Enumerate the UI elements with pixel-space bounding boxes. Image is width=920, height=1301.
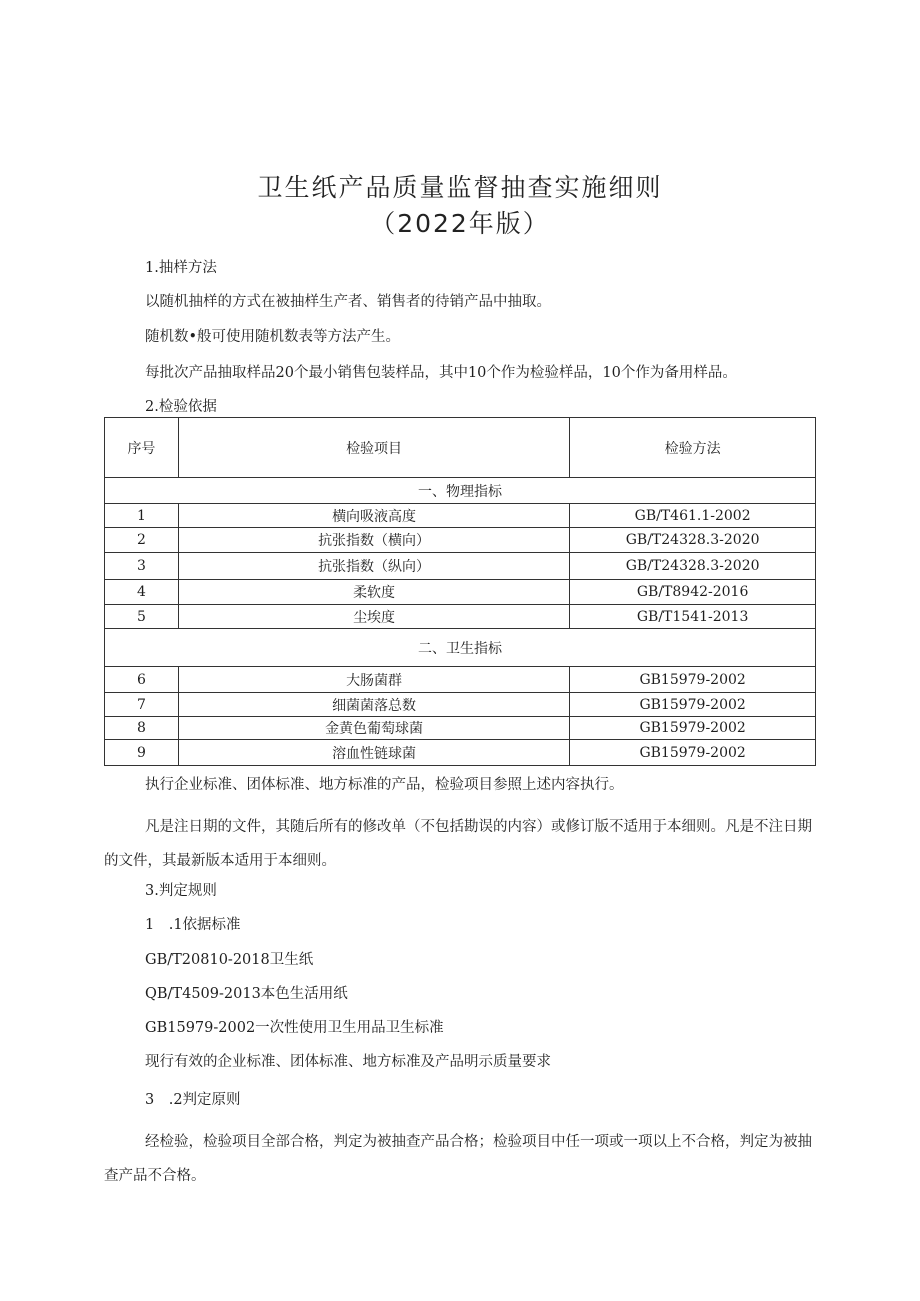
section-1-heading: 1.抽样方法 [145,260,217,276]
table-row [105,693,816,717]
section-3-2-paragraph: 经检验，检验项目全部合格，判定为被抽查产品合格；检验项目中任一项或一项以上不合格，判定为被抽查产品不合格。 [104,1134,812,1184]
cell-no: 7 [105,693,179,717]
header-cell-item: 检验项目 [178,418,569,478]
section-1-paragraph: 以随机抽样的方式在被抽样生产者、销售者的待销产品中抽取。 [145,294,551,310]
table-row [105,667,816,693]
table-row [105,717,816,740]
group-label-physical: 一、物理指标 [105,478,816,504]
table-row [105,504,816,528]
table-row [105,528,816,553]
cell-no: 2 [105,528,179,553]
cell-method: GB15979-2002 [570,740,816,766]
cell-item: 横向吸液高度 [178,504,569,528]
table-row [105,553,816,580]
table-row [105,580,816,605]
header-cell-method: 检验方法 [570,418,816,478]
cell-item: 金黄色葡萄球菌 [178,717,569,740]
section-2-heading: 2.检验依据 [145,399,217,415]
cell-no: 6 [105,667,179,693]
section-1-paragraph: 每批次产品抽取样品20个最小销售包装样品，其中10个作为检验样品，10个作为备用样品。 [145,365,737,381]
header-cell-no: 序号 [105,418,179,478]
standard-reference: GB15979-2002一次性使用卫生用品卫生标准 [145,1020,444,1036]
table-header-row [105,418,816,478]
group-label-hygiene: 二、卫生指标 [105,629,816,667]
cell-no: 3 [105,553,179,580]
cell-method: GB15979-2002 [570,717,816,740]
document-edition: （2022年版） [370,209,550,238]
cell-no: 5 [105,605,179,629]
standard-reference: 现行有效的企业标准、团体标准、地方标准及产品明示质量要求 [145,1054,551,1070]
standard-reference: GB/T20810-2018卫生纸 [145,952,314,968]
table-row [105,740,816,766]
inspection-table [104,417,816,766]
cell-method: GB15979-2002 [570,667,816,693]
cell-item: 抗张指数（纵向） [178,553,569,580]
cell-no: 1 [105,504,179,528]
cell-method: GB/T461.1-2002 [570,504,816,528]
standard-reference: QB/T4509-2013本色生活用纸 [145,986,348,1002]
table-group-row [105,478,816,504]
cell-no: 4 [105,580,179,605]
cell-method: GB15979-2002 [570,693,816,717]
cell-method: GB/T8942-2016 [570,580,816,605]
document-title: 卫生纸产品质量监督抽查实施细则 [257,173,663,202]
cell-item: 大肠菌群 [178,667,569,693]
cell-item: 细菌菌落总数 [178,693,569,717]
cell-method: GB/T24328.3-2020 [570,553,816,580]
cell-item: 抗张指数（横向） [178,528,569,553]
section-3-2-heading: 3 .2判定原则 [145,1092,241,1108]
cell-item: 柔软度 [178,580,569,605]
cell-item: 溶血性链球菌 [178,740,569,766]
table-row [105,605,816,629]
section-3-heading: 3.判定规则 [145,883,217,899]
section-1-paragraph: 随机数•般可使用随机数表等方法产生。 [145,329,401,345]
cell-no: 8 [105,717,179,740]
section-2-paragraph: 凡是注日期的文件，其随后所有的修改单（不包括勘误的内容）或修订版不适用于本细则。凡是不注日期的文件，其最新版本适用于本细则。 [104,819,812,869]
section-2-paragraph: 执行企业标准、团体标准、地方标准的产品，检验项目参照上述内容执行。 [145,777,624,793]
section-3-1-heading: 1 .1依据标准 [145,917,241,933]
cell-no: 9 [105,740,179,766]
cell-item: 尘埃度 [178,605,569,629]
cell-method: GB/T1541-2013 [570,605,816,629]
table-group-row [105,629,816,667]
cell-method: GB/T24328.3-2020 [570,528,816,553]
